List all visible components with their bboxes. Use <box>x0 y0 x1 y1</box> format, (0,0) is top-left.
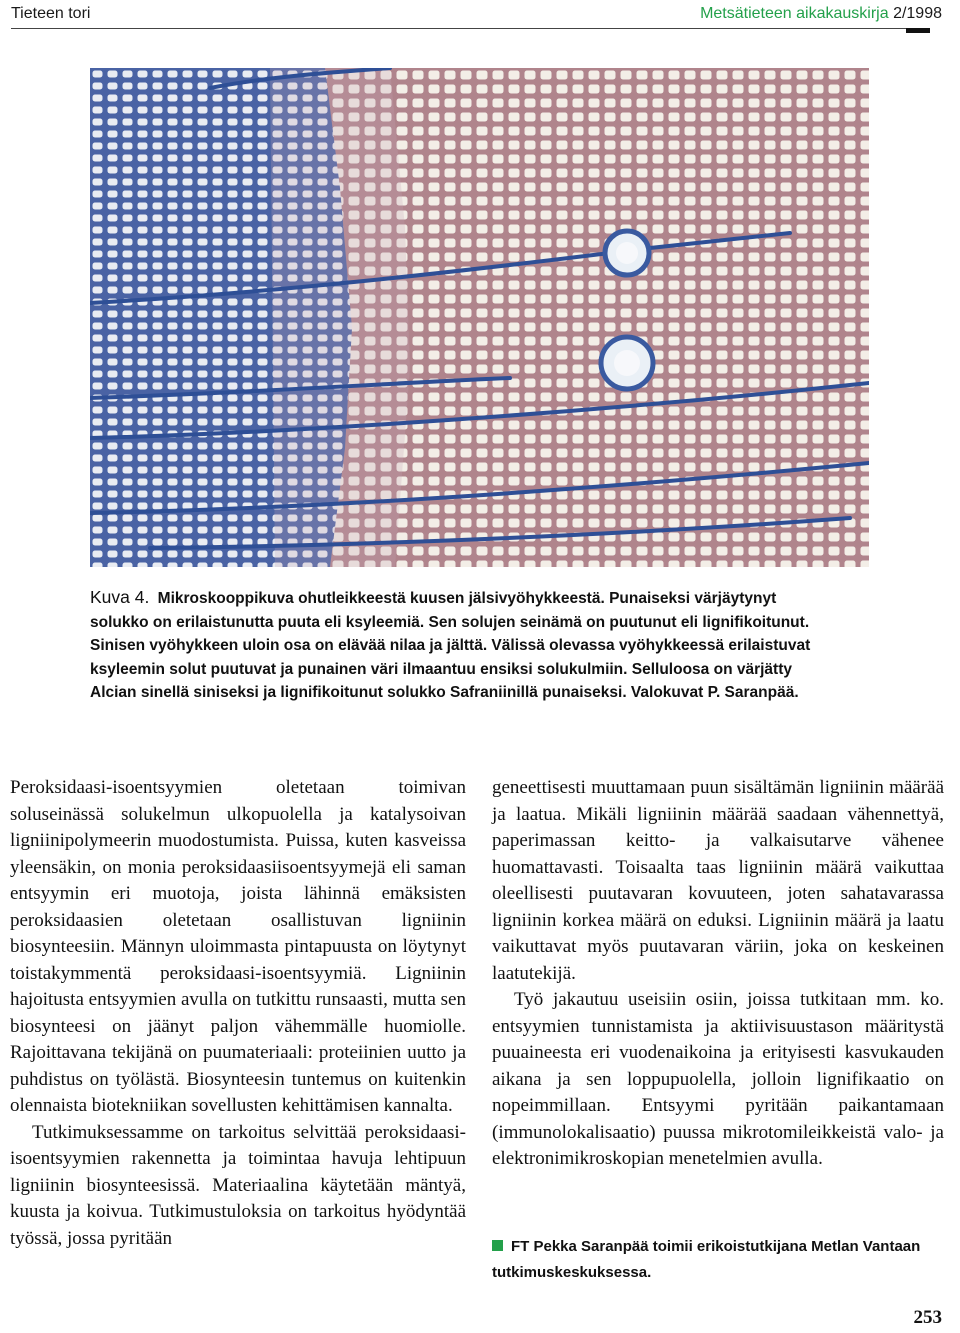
caption-line: Mikroskooppikuva ohutleikkeestä kuusen jälsivyöhykkeestä. Punaiseksi värjäytynyt <box>157 590 777 607</box>
resin-duct <box>614 350 640 376</box>
transition-zone <box>270 68 410 567</box>
caption-line: ksyleemin solut puutuvat ja punainen väri ilmaantuu ensiksi solukulmiin. Selluloosa on värjätty <box>90 660 792 678</box>
body-column-right <box>492 775 944 1173</box>
author-note-text: FT Pekka Saranpää toimii erikoistutkijana Metlan Vantaan tutkimuskeskuksessa. <box>492 1238 921 1281</box>
section-title: Tieteen tori <box>11 5 91 22</box>
resin-duct <box>616 242 638 264</box>
body-column-left <box>10 775 466 1252</box>
figure-caption <box>90 586 880 705</box>
header-rule <box>11 28 917 29</box>
journal-issue: 2/1998 <box>893 5 942 22</box>
header-marker <box>906 28 930 33</box>
figure-label: Kuva 4. <box>90 587 150 607</box>
caption-line: Alcian sinellä siniseksi ja lignifikoitunut solukko Safraniinillä punaiseksi. Valokuvat P. Saranpää. <box>90 684 799 702</box>
caption-line: solukko on erilaistunutta puuta eli ksyleemiä. Sen solujen seinämä on puutunut eli lignifikoitunut. <box>90 613 810 631</box>
body-paragraph: Työ jakautuu useisiin osiin, joissa tutkitaan mm. ko. entsyymien tunnistamista ja aktiivisuustason määritystä puuaineesta eri vuodenaikoina ja erityisesti kasvukauden aikana ja sen loppupuolella, jolloin lignifikaatio on nopeimmillaan. Entsyymi pyritään paikantamaan (immunolokalisaatio) puussa mikrotomileikkeistä valo- ja elektronimikroskopian menetelmien avulla. <box>492 989 944 1169</box>
body-paragraph: Peroksidaasi-isoentsyymien oletetaan toimivan soluseinässä solukelmun ulkopuolella ja katalysoivan ligniinipolymeerin muodostumista. Puissa, kuten kasveissa yleensäkin, on monia peroksidaasiisoentsyymejä eli saman entsyymin eri muotoja, joista lähinnä emäksisten peroksidaasien oletetaan osallistuvan ligniinin biosynteesiin. Männyn uloimmasta pintapuusta on löytynyt toistakymmentä peroksidaasi-isoentsyymiä. Ligniinin hajoitusta entsyymien avulla on tutkittu runsaasti, mutta sen biosynteesi on jäänyt paljon vähemmälle huomiolle. Rajoittavana tekijänä on puumateriaali: proteiinien uutto ja puhdistus on työlästä. Biosynteesin tuntemus on kuitenkin olennaista biotekniikan sovellusten kehittämisen kannalta. <box>10 777 466 1116</box>
micrograph-image <box>90 68 869 567</box>
body-paragraph: geneettisesti muuttamaan puun sisältämän ligniinin määrää ja laatua. Mikäli ligniinin määrää saadaan vähennettyä, paperimassan keitto- ja valkaisutarve vähenee huomattavasti. Toisaalta taas ligniinin määrä vaikuttaa oleellisesti puutavaran kovuuteen, joten sahatavarassa ligniinin korkea määrä on eduksi. Ligniinin määrä ja laatu vaikuttavat myös puutavaran väriin, joka on keskeinen laatutekijä. <box>492 777 944 984</box>
body-paragraph: Tutkimuksessamme on tarkoitus selvittää peroksidaasi-isoentsyymien rakennetta ja toimintaa havuja lehtipuun ligniinin biosynteesissä. Materiaalina käytetään mäntyä, kuusta ja koivua. Tutkimustuloksia on tarkoitus hyödyntää työssä, jossa pyritään <box>10 1121 466 1249</box>
author-note <box>492 1234 944 1286</box>
caption-line: Sinisen vyöhykkeen uloin osa on elävää nilaa ja jälttä. Välissä olevassa vyöhykkeessä erilaistuvat <box>90 637 811 655</box>
author-note-marker-icon <box>492 1240 503 1251</box>
journal-header <box>700 5 942 23</box>
page-number: 253 <box>913 1307 942 1328</box>
journal-name: Metsätieteen aikakauskirja <box>700 5 889 22</box>
